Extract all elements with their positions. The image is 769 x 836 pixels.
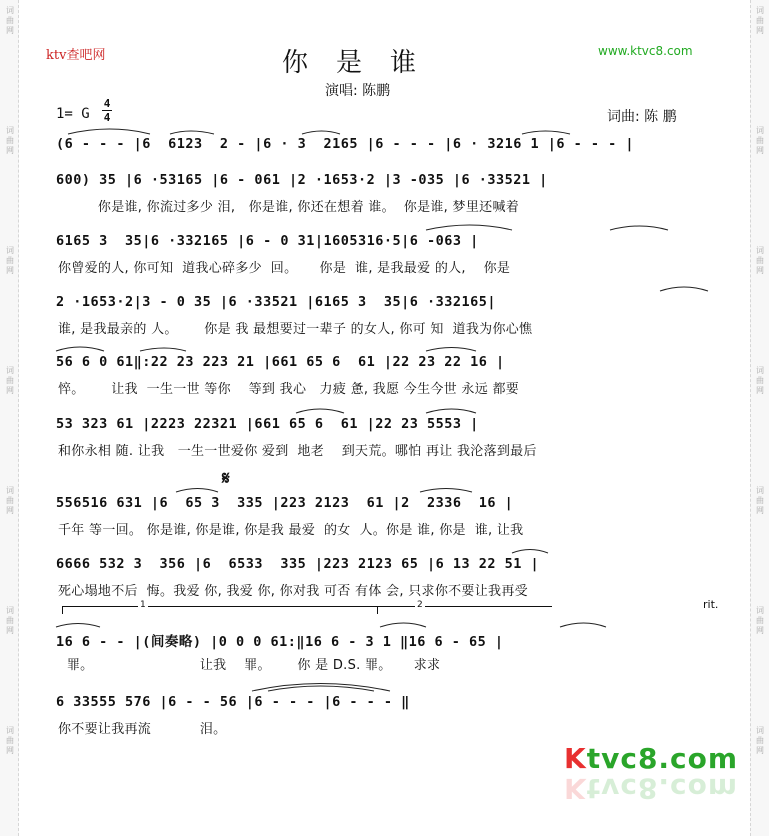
time-signature-bottom: 4 xyxy=(103,111,111,124)
music-line-9: 16 6 - - |(间奏略) |0 0 0 61:‖16 6 - 3 1 ‖16 6 - 65 | xyxy=(56,634,504,650)
music-line-7: 556516 631 |6 65 3 335 |223 2123 61 |2 2336 16 | xyxy=(56,495,514,511)
music-line-3: 6165 3 35|6 ·332165 |6 - 0 31|1605316·5|6 -063 | xyxy=(56,233,479,249)
site-name-left: ktv查吧网 xyxy=(46,48,106,63)
lyric-line-8: 死心塌地不后 悔。我爱 你, 我爱 你, 你对我 可否 有体 会, 只求你不要让我再受 xyxy=(58,584,528,599)
lyric-line-7: 千年 等一回。 你是谁, 你是谁, 你是我 最爱 的女 人。你是 谁, 你是 谁, 让我 xyxy=(58,523,524,538)
music-line-10: 6 33555 576 |6 - - 56 |6 - - - |6 - - - ‖ xyxy=(56,694,410,710)
lyric-line-4: 谁, 是我最亲的 人。 你是 我 最想要过一辈子 的女人, 你可 知 道我为你心憔 xyxy=(58,322,533,337)
music-line-4: 2 ·1653·2|3 - 0 35 |6 ·33521 |6165 3 35|6 ·332165| xyxy=(56,294,497,310)
site-url-right: www.ktvc8.com xyxy=(598,44,693,58)
composer-credit: 词曲: 陈 鹏 xyxy=(607,109,677,125)
watermark-stamp: 词 曲 网 xyxy=(756,726,764,755)
ktvc8-logo-reflection: Ktvc8.com xyxy=(564,772,739,805)
lyric-line-9: 罪。 让我 罪。 你 是 D.S. 罪。 求求 xyxy=(58,658,441,673)
segno-sign: 𝄋 xyxy=(222,468,230,489)
watermark-stamp: 词 曲 网 xyxy=(6,486,14,515)
time-signature xyxy=(102,98,112,123)
lyric-line-6: 和你永相 随. 让我 一生一世爱你 爱到 地老 到天荒。哪怕 再让 我沦落到最后 xyxy=(58,444,537,459)
lyric-line-5: 悴。 让我 一生一世 等你 等到 我心 力疲 惫, 我愿 今生今世 永远 都要 xyxy=(58,382,520,397)
volta-number-2: 2 xyxy=(417,600,423,610)
watermark-stamp: 词 曲 网 xyxy=(756,126,764,155)
music-line-6: 53 323 61 |2223 22321 |661 65 6 61 |22 23 5553 | xyxy=(56,416,479,432)
music-line-2: 600) 35 |6 ·53165 |6 - 061 |2 ·1653·2 |3 -035 |6 ·33521 | xyxy=(56,172,548,188)
music-line-1: (6 - - - |6 6123 2 - |6 · 3 2165 |6 - - - |6 · 3216 1 |6 - - - | xyxy=(56,136,635,152)
watermark-stamp: 词 曲 网 xyxy=(756,606,764,635)
ritardando-mark: rit. xyxy=(703,598,719,611)
lyric-line-10: 你不要让我再流 泪。 xyxy=(58,722,227,737)
watermark-stamp: 词 曲 网 xyxy=(6,606,14,635)
time-signature-top: 4 xyxy=(103,97,111,110)
watermark-stamp: 词 曲 网 xyxy=(756,486,764,515)
volta-number-1: 1 xyxy=(140,600,146,610)
watermark-stamp: 词 曲 网 xyxy=(6,6,14,35)
watermark-stamp: 词 曲 网 xyxy=(756,246,764,275)
watermark-stamp: 词 曲 网 xyxy=(756,6,764,35)
key-signature: 1= G xyxy=(56,106,90,122)
watermark-stamp: 词 曲 网 xyxy=(6,126,14,155)
watermark-stamp: 词 曲 网 xyxy=(6,726,14,755)
lyric-line-2: 你是谁, 你流过多少 泪, 你是谁, 你还在想着 谁。 你是谁, 梦里还喊着 xyxy=(58,200,520,215)
singer-credit: 演唱: 陈鹏 xyxy=(325,83,391,99)
watermark-stamp: 词 曲 网 xyxy=(6,366,14,395)
watermark-stamp: 词 曲 网 xyxy=(6,246,14,275)
song-title: 你是谁 xyxy=(282,48,445,78)
music-line-5: 56 6 0 61‖:22 23 223 21 |661 65 6 61 |22 23 22 16 | xyxy=(56,354,505,370)
watermark-stamp: 词 曲 网 xyxy=(756,366,764,395)
music-line-8: 6666 532 3 356 |6 6533 335 |223 2123 65 |6 13 22 51 | xyxy=(56,556,540,572)
volta-bracket-2 xyxy=(377,600,552,615)
volta-bracket-1 xyxy=(62,600,377,615)
lyric-line-3: 你曾爱的人, 你可知 道我心碎多少 回。 你是 谁, 是我最爱 的人, 你是 xyxy=(58,261,511,276)
ktvc8-logo: Ktvc8.com xyxy=(564,742,739,775)
